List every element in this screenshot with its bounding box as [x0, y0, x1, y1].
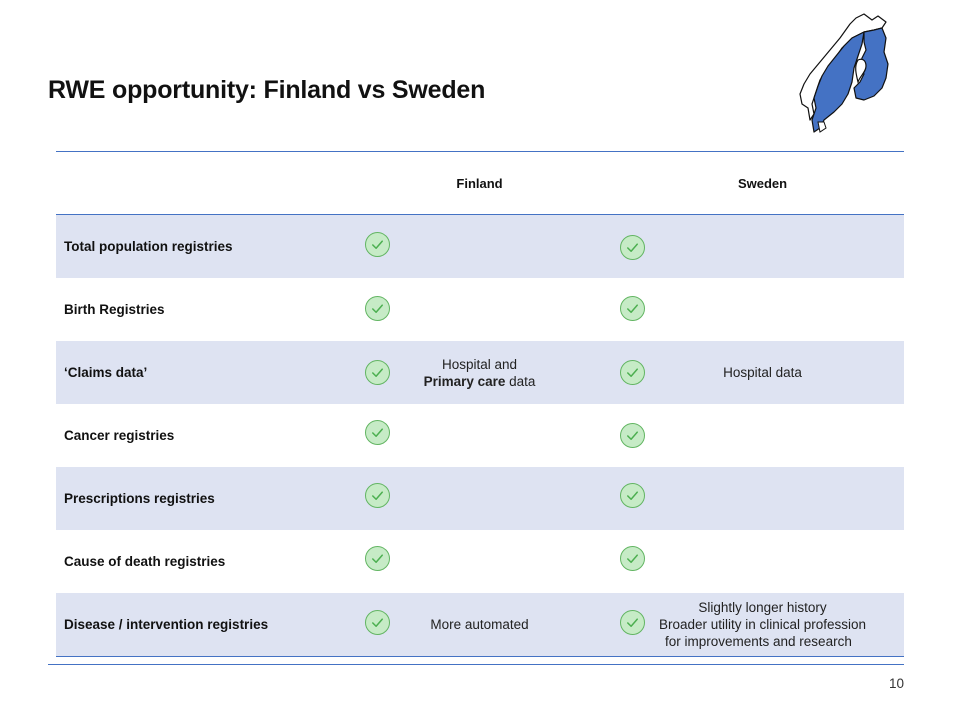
- note-line: Hospital and: [441, 356, 518, 372]
- check-icon: [365, 420, 390, 445]
- sweden-note: [656, 593, 869, 656]
- check-icon: [620, 296, 645, 321]
- footer-divider: [48, 664, 904, 665]
- check-icon: [365, 483, 390, 508]
- note-line: Slightly longer history: [698, 600, 827, 615]
- check-icon: [620, 546, 645, 571]
- nordic-map-icon: [794, 8, 894, 134]
- check-icon: [620, 610, 645, 635]
- table-row: [56, 278, 904, 341]
- page-title: RWE opportunity: Finland vs Sweden: [48, 76, 486, 104]
- check-icon: [365, 546, 390, 571]
- note-text: data: [505, 373, 536, 389]
- column-header-sweden: Sweden: [737, 176, 788, 191]
- finland-note: [401, 341, 558, 404]
- row-label: Cause of death registries: [64, 554, 226, 569]
- comparison-table: [56, 151, 904, 657]
- table-header: [56, 152, 904, 215]
- table-row: [56, 404, 904, 467]
- row-label: Cancer registries: [64, 428, 175, 443]
- check-icon: [365, 360, 390, 385]
- finland-note: More automated: [430, 617, 529, 632]
- note-emphasis: Primary care: [423, 373, 506, 389]
- note-line: for improvements and research: [665, 634, 852, 649]
- sweden-note: Hospital data: [723, 365, 802, 380]
- check-icon: [365, 296, 390, 321]
- check-icon: [620, 235, 645, 260]
- table-row: [56, 530, 904, 593]
- check-icon: [620, 423, 645, 448]
- table-row: [56, 341, 904, 404]
- check-icon: [620, 483, 645, 508]
- table-row: [56, 593, 904, 656]
- check-icon: [365, 232, 390, 257]
- row-label: Prescriptions registries: [64, 491, 215, 506]
- table-row: [56, 467, 904, 530]
- row-label: ‘Claims data’: [64, 365, 148, 380]
- row-label: Disease / intervention registries: [64, 617, 269, 632]
- check-icon: [365, 610, 390, 635]
- check-icon: [620, 360, 645, 385]
- row-label: Total population registries: [64, 239, 233, 254]
- row-label: Birth Registries: [64, 302, 165, 317]
- note-line: [424, 373, 536, 390]
- page-number: 10: [888, 676, 904, 691]
- table-row: [56, 215, 904, 278]
- column-header-finland: Finland: [456, 176, 503, 191]
- note-line: Broader utility in clinical profession: [658, 617, 867, 632]
